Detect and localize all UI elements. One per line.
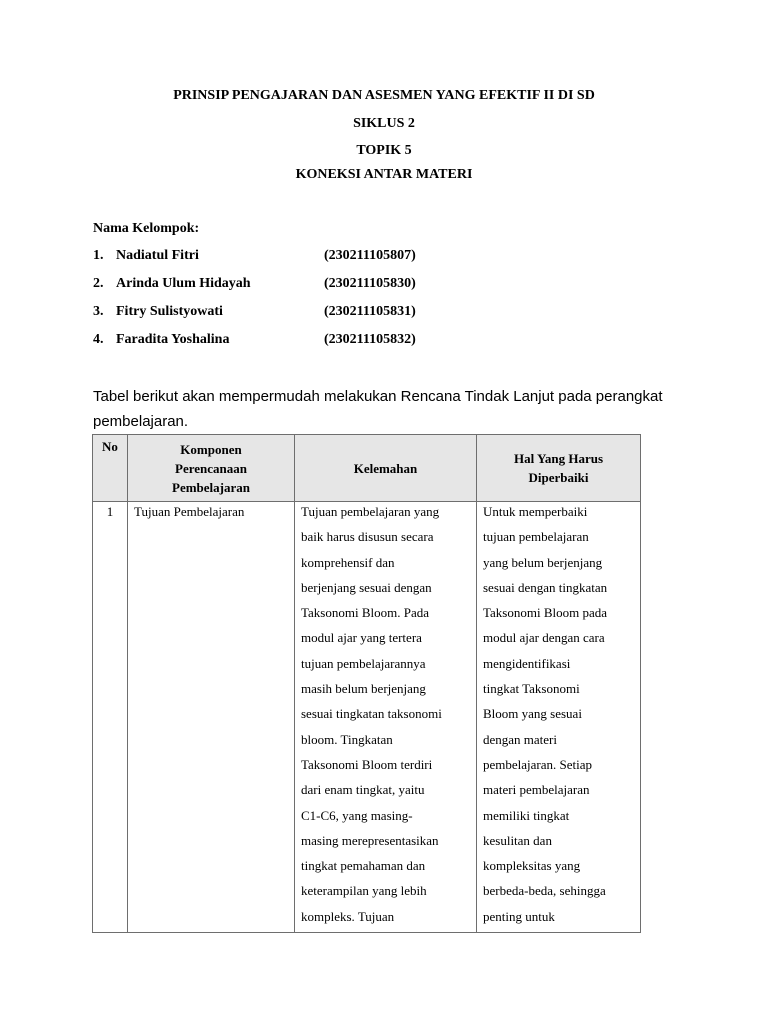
improvement-line: memiliki tingkat — [483, 807, 570, 823]
group-member — [93, 304, 513, 322]
improvement-line: kesulitan dan — [483, 832, 552, 848]
group-member — [93, 332, 513, 350]
group-member — [93, 248, 513, 266]
table-header-row — [93, 435, 641, 502]
weakness-line: Tujuan pembelajaran yang — [301, 504, 440, 519]
improvement-line: tingkat Taksonomi — [483, 681, 580, 697]
header-improvement-line: Diperbaiki — [528, 470, 589, 485]
weakness-line: dari enam tingkat, yaitu — [301, 782, 425, 798]
improvement-line: pembelajaran. Setiap — [483, 756, 593, 772]
weakness-line: masing merepresentasikan — [301, 832, 439, 848]
weakness-line: baik harus disusun secara — [301, 529, 434, 545]
member-id: (230211105807) — [324, 248, 416, 263]
improvement-line: berbeda-beda, sehingga — [483, 883, 606, 899]
improvement-line: Taksonomi Bloom pada — [483, 605, 608, 621]
row-number: 1 — [93, 502, 128, 933]
improvement-line: yang belum berjenjang — [483, 554, 603, 570]
header-component-line: Komponen — [180, 441, 242, 457]
weakness-text — [295, 502, 476, 932]
member-number: 1. — [93, 248, 104, 263]
weakness-line: keterampilan yang lebih — [301, 883, 427, 899]
weakness-line: Taksonomi Bloom terdiri — [301, 756, 433, 772]
header-component-line: Pembelajaran — [172, 479, 250, 495]
improvement-line: penting untuk — [483, 908, 555, 924]
plan-table — [92, 434, 641, 933]
member-name: Faradita Yoshalina — [116, 332, 230, 347]
topic-heading: TOPIK 5 — [356, 143, 412, 158]
weakness-line: C1-C6, yang masing- — [301, 807, 413, 823]
improvement-line: sesuai dengan tingkatan — [483, 579, 608, 595]
member-id: (230211105831) — [324, 304, 416, 319]
improvement-line: mengidentifikasi — [483, 655, 571, 671]
improvement-line: materi pembelajaran — [483, 782, 590, 798]
weakness-line: modul ajar yang tertera — [301, 630, 422, 646]
group-member — [93, 276, 513, 294]
cycle-heading: SIKLUS 2 — [353, 116, 415, 131]
improvement-line: Bloom yang sesuai — [483, 706, 582, 722]
header-improvement-line: Hal Yang Harus — [513, 451, 604, 466]
header-improvement — [477, 435, 641, 502]
improvement-line: dengan materi — [483, 731, 557, 747]
row-weakness — [295, 502, 477, 933]
weakness-line: kompleks. Tujuan — [301, 908, 395, 924]
improvement-line: Untuk memperbaiki — [483, 504, 588, 519]
improvement-text — [477, 502, 640, 932]
table-row — [93, 502, 641, 933]
intro-paragraph: Tabel berikut akan mempermudah melakukan Rencana Tindak Lanjut pada perangkat pembelajaran. — [93, 388, 663, 430]
subtitle-heading: KONEKSI ANTAR MATERI — [295, 167, 473, 182]
row-improvement — [477, 502, 641, 933]
weakness-line: sesuai tingkatan taksonomi — [301, 706, 442, 722]
document-title: PRINSIP PENGAJARAN DAN ASESMEN YANG EFEKTIF II DI SD — [173, 88, 595, 103]
improvement-line: kompleksitas yang — [483, 858, 581, 874]
weakness-line: bloom. Tingkatan — [301, 731, 393, 747]
row-component: Tujuan Pembelajaran — [128, 502, 295, 933]
header-weakness: Kelemahan — [295, 435, 477, 502]
member-id: (230211105832) — [324, 332, 416, 347]
weakness-line: berjenjang sesuai dengan — [301, 579, 432, 595]
improvement-line: tujuan pembelajaran — [483, 529, 589, 545]
weakness-line: komprehensif dan — [301, 554, 395, 570]
member-number: 4. — [93, 332, 104, 347]
member-number: 3. — [93, 304, 104, 319]
improvement-line: modul ajar dengan cara — [483, 630, 605, 646]
header-component-line: Perencanaan — [175, 460, 247, 476]
weakness-line: tujuan pembelajarannya — [301, 655, 426, 671]
member-name: Arinda Ulum Hidayah — [116, 276, 251, 291]
member-name: Nadiatul Fitri — [116, 248, 199, 263]
member-id: (230211105830) — [324, 276, 416, 291]
member-name: Fitry Sulistyowati — [116, 304, 223, 319]
group-label: Nama Kelompok: — [93, 221, 200, 236]
weakness-line: tingkat pemahaman dan — [301, 858, 426, 874]
header-component — [128, 435, 295, 502]
header-no: No — [93, 435, 128, 502]
member-number: 2. — [93, 276, 104, 291]
weakness-line: Taksonomi Bloom. Pada — [301, 605, 430, 621]
weakness-line: masih belum berjenjang — [301, 681, 426, 697]
